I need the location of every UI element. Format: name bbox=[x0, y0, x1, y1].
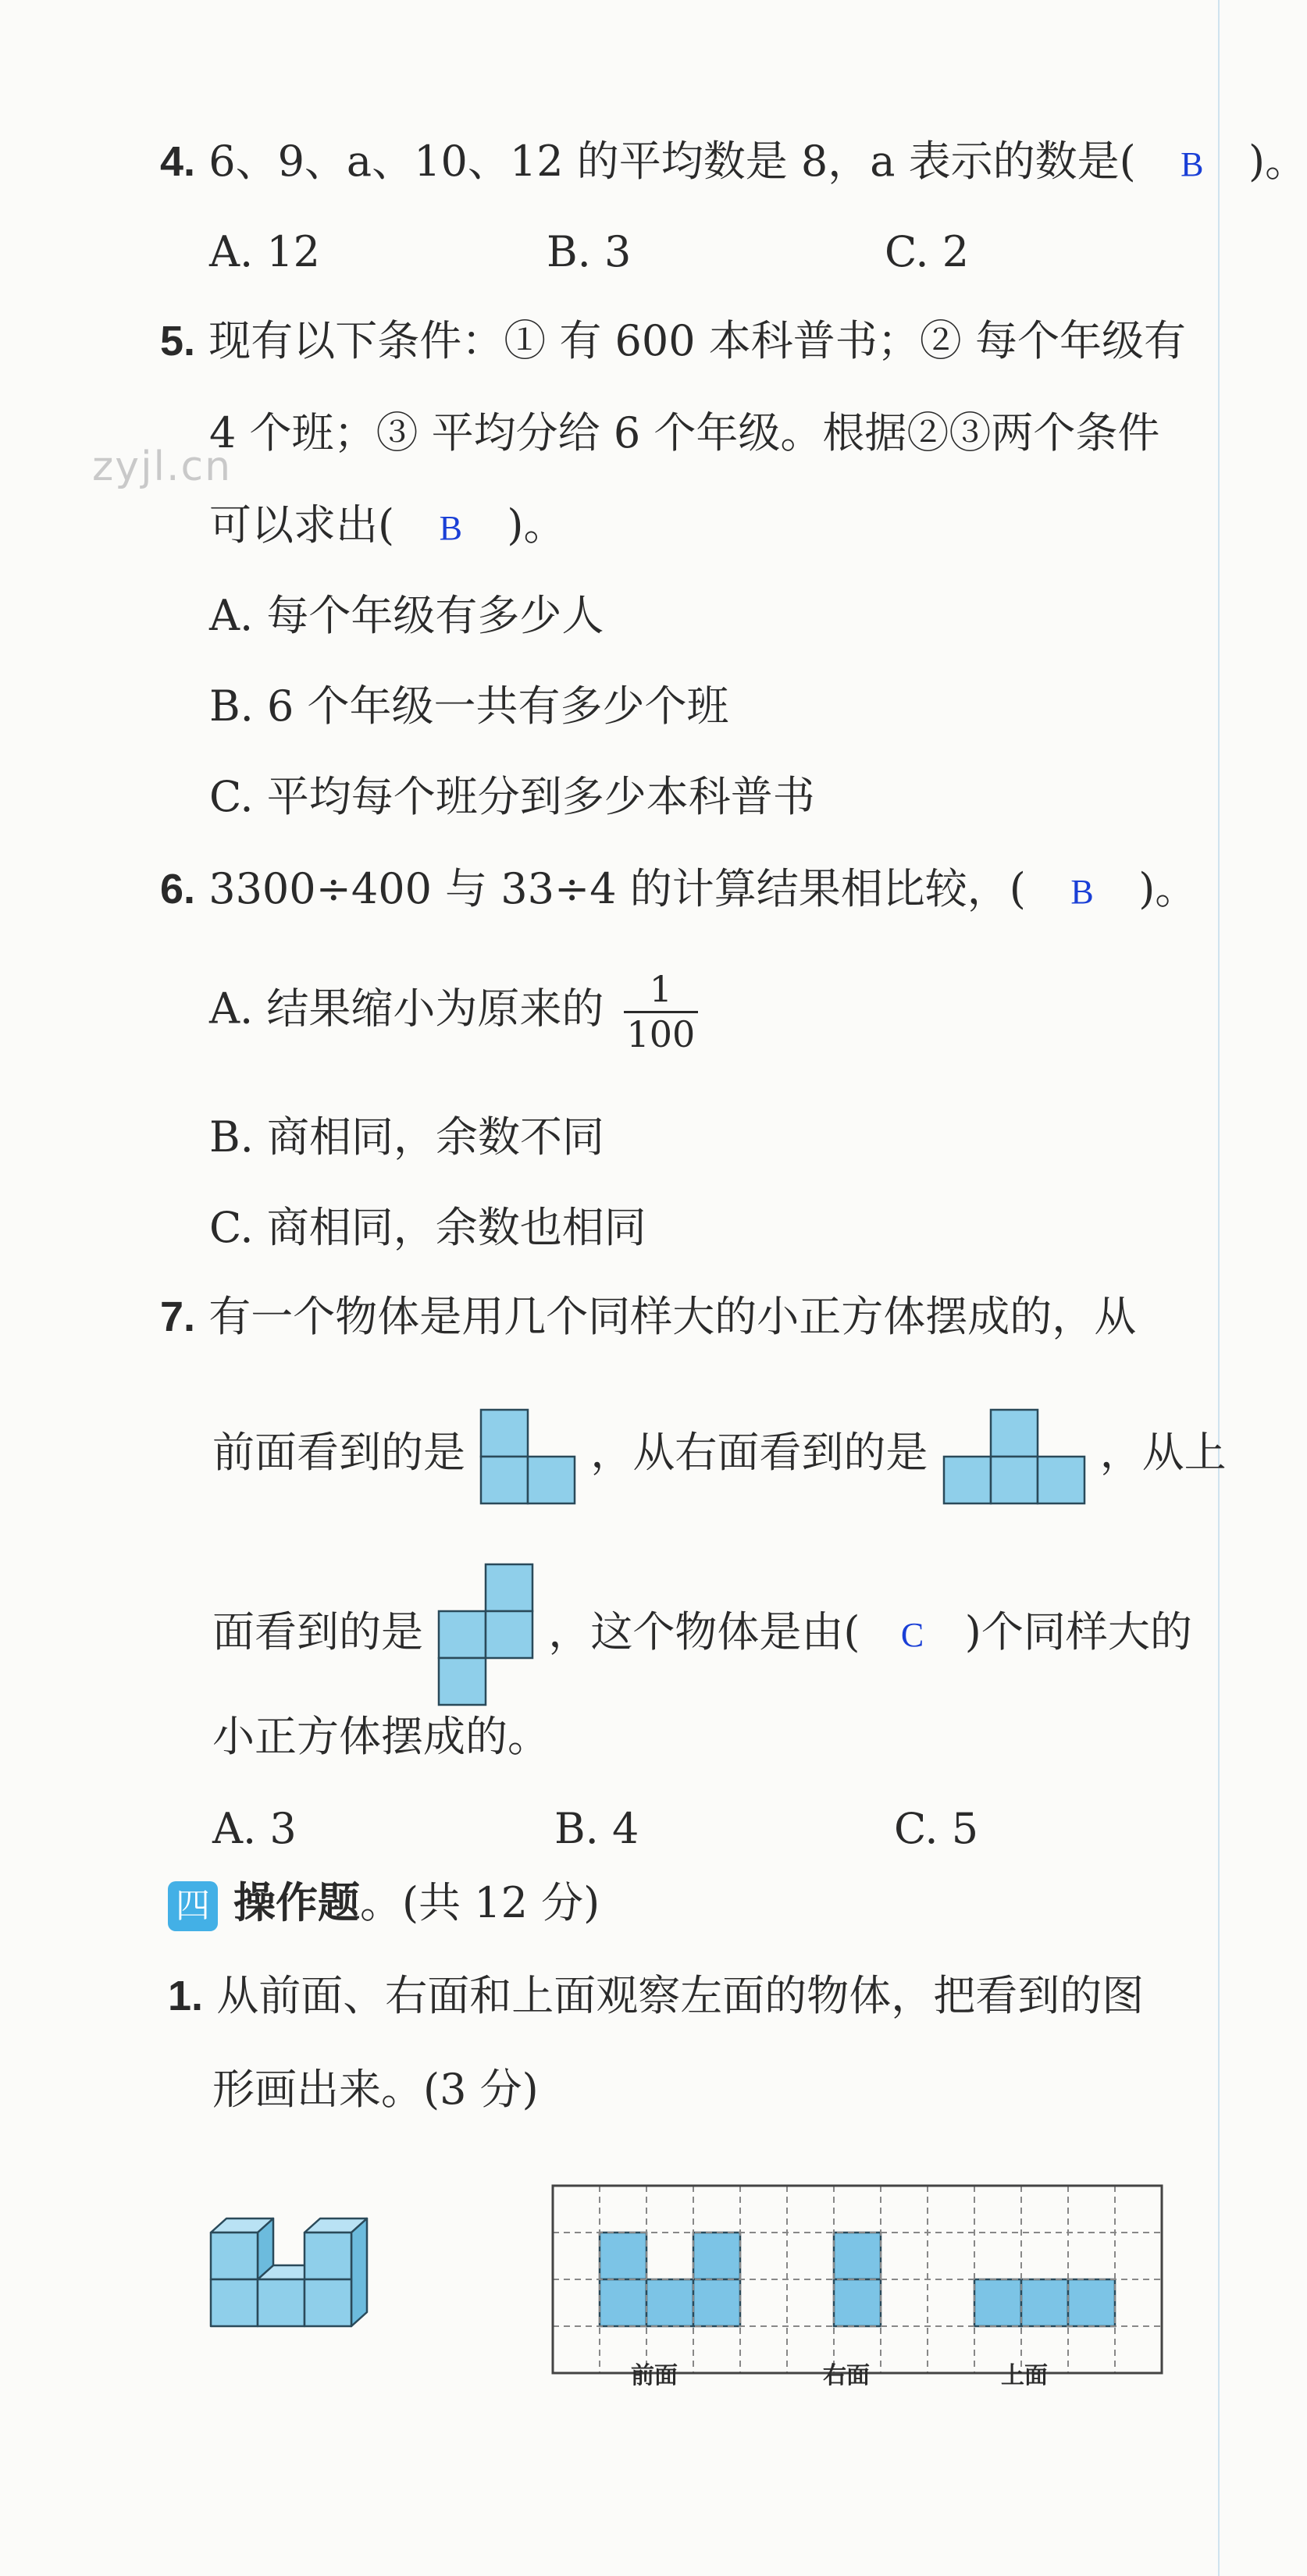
q7-stem-line1 bbox=[160, 1292, 1137, 1341]
q6-number: 6. bbox=[160, 866, 196, 913]
q5-stem-line1 bbox=[160, 316, 1186, 365]
q7-option-b: B. 4 bbox=[554, 1804, 639, 1853]
q5-stem-line3 bbox=[209, 500, 566, 550]
margin-line bbox=[1218, 0, 1220, 2576]
section-badge: 四 bbox=[168, 1881, 218, 1931]
fraction bbox=[624, 968, 699, 1056]
q5-option-b: B. 6 个年级一共有多少个班 bbox=[209, 681, 729, 731]
grid-label-front: 前面 bbox=[631, 2362, 678, 2389]
q7-option-c: C. 5 bbox=[894, 1804, 979, 1853]
q5-option-a: A. 每个年级有多少人 bbox=[209, 591, 604, 640]
top-view-figure bbox=[436, 1561, 535, 1710]
q6-text: 3300÷400 与 33÷4 的计算结果相比较，( bbox=[208, 864, 1026, 913]
q6-stem bbox=[160, 864, 1198, 913]
q7-stem-line2 bbox=[212, 1405, 1227, 1507]
q5-line3-pre: 可以求出( bbox=[209, 500, 395, 550]
q4-end: )。 bbox=[1248, 137, 1307, 186]
q7-line4: 小正方体摆成的。 bbox=[212, 1712, 550, 1761]
q7-line2c: ，从上 bbox=[1099, 1428, 1227, 1477]
q7-option-a: A. 3 bbox=[212, 1804, 297, 1853]
q7-line3c: )个同样大的 bbox=[964, 1607, 1192, 1656]
q5-option-c: C. 平均每个班分到多少本科普书 bbox=[209, 772, 815, 821]
q4-option-a: A. 12 bbox=[209, 227, 321, 276]
q4-text: 6、9、a、10、12 的平均数是 8，a 表示的数是( bbox=[208, 137, 1136, 186]
section-4-header bbox=[168, 1878, 600, 1931]
op1-line1: 从前面、右面和上面观察左面的物体，把看到的图 bbox=[216, 1971, 1145, 2020]
q5-line3-post: )。 bbox=[507, 500, 566, 550]
right-view-figure bbox=[942, 1405, 1087, 1507]
grid-label-top: 上面 bbox=[1001, 2362, 1048, 2389]
grid-label-right: 右面 bbox=[823, 2362, 870, 2389]
q6-option-b: B. 商相同，余数不同 bbox=[209, 1112, 605, 1162]
fraction-numerator: 1 bbox=[649, 968, 673, 1010]
q7-line3b: ，这个物体是由( bbox=[548, 1607, 860, 1656]
q5-answer: B bbox=[439, 509, 462, 547]
q4-answer: B bbox=[1181, 145, 1204, 183]
q7-answer: C bbox=[900, 1616, 924, 1654]
op1-stem-line1 bbox=[168, 1971, 1145, 2020]
q6-option-c: C. 商相同，余数也相同 bbox=[209, 1203, 646, 1252]
q7-line1: 有一个物体是用几个同样大的小正方体摆成的，从 bbox=[208, 1292, 1137, 1341]
fraction-denominator: 100 bbox=[624, 1011, 699, 1056]
op1-line2: 形画出来。(3 分) bbox=[212, 2065, 539, 2114]
q6-end: )。 bbox=[1138, 864, 1198, 913]
watermark: zyjl.cn bbox=[92, 443, 233, 490]
q6-option-a bbox=[209, 968, 698, 1056]
q7-line3a: 面看到的是 bbox=[212, 1607, 423, 1656]
q6-option-a-text: A. 结果缩小为原来的 bbox=[209, 984, 604, 1034]
front-view-figure bbox=[479, 1405, 577, 1507]
q7-stem-line3 bbox=[212, 1561, 1192, 1710]
cube-object-figure bbox=[205, 2209, 384, 2350]
q5-number: 5. bbox=[160, 318, 196, 365]
section-score: 。(共 12 分) bbox=[360, 1878, 600, 1927]
section-title: 操作题 bbox=[233, 1878, 360, 1927]
op1-number: 1. bbox=[168, 1973, 204, 2019]
q4-option-c: C. 2 bbox=[885, 227, 970, 276]
q7-line2a: 前面看到的是 bbox=[212, 1428, 465, 1477]
q7-line2b: ，从右面看到的是 bbox=[590, 1428, 928, 1477]
q4-stem bbox=[160, 137, 1307, 186]
q6-answer: B bbox=[1070, 873, 1094, 911]
q5-line1: 现有以下条件：① 有 600 本科普书；② 每个年级有 bbox=[208, 316, 1186, 365]
q5-line2: 4 个班；③ 平均分给 6 个年级。根据②③两个条件 bbox=[209, 408, 1160, 457]
q4-option-b: B. 3 bbox=[547, 227, 632, 276]
q7-number: 7. bbox=[160, 1293, 196, 1340]
q4-number: 4. bbox=[160, 138, 196, 185]
